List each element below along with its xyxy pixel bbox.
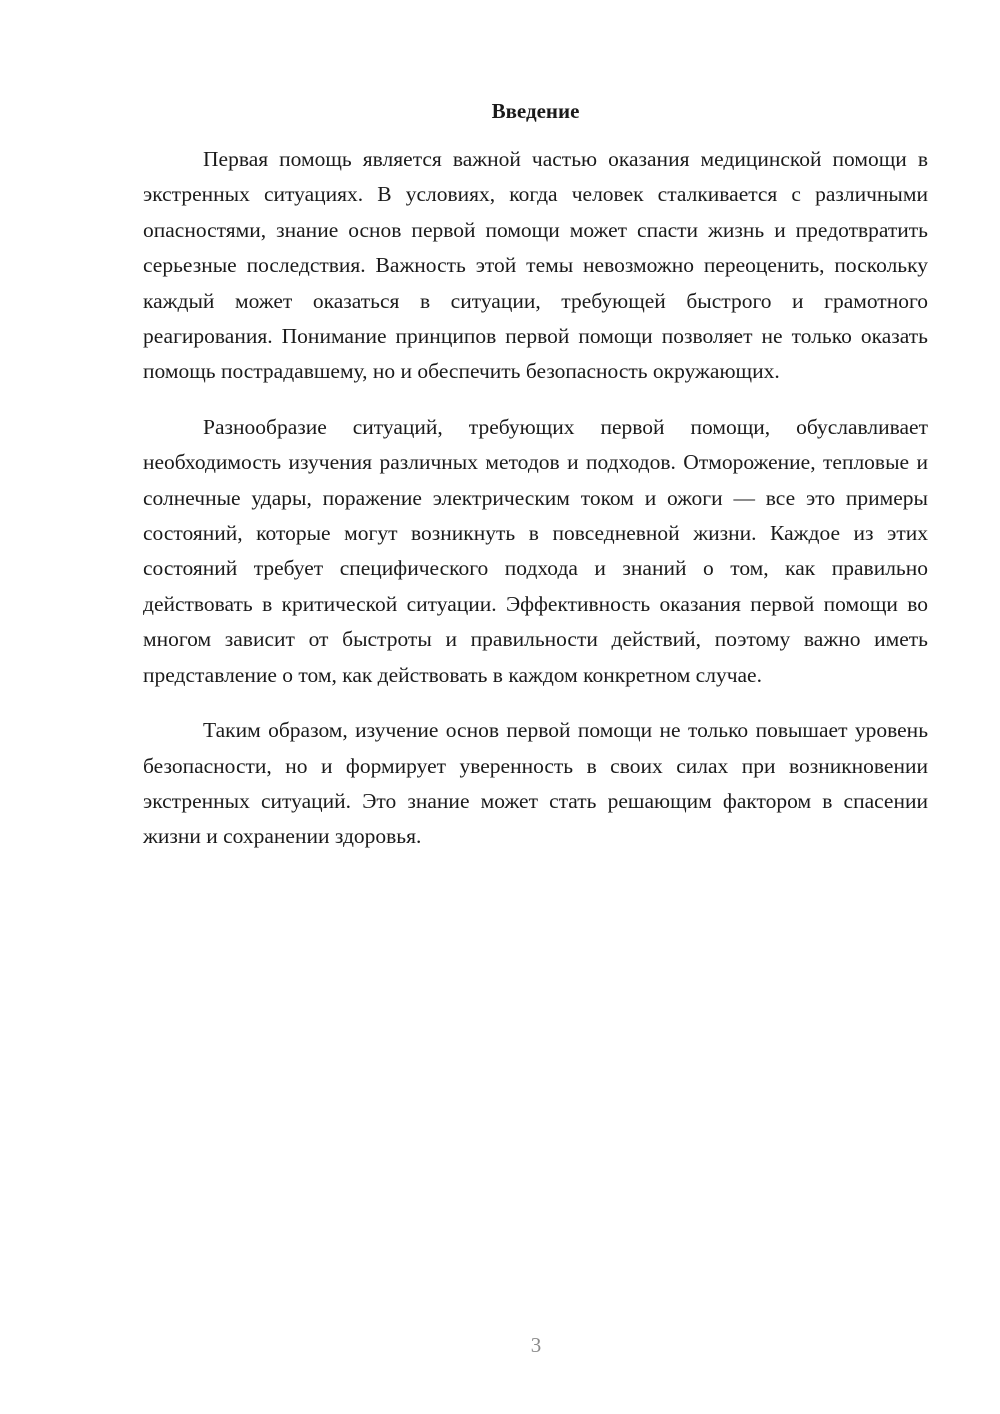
- paragraph-2: Разнообразие ситуаций, требующих первой помощи, обуславливает необходимость изучения различных методов и подходов. Отморожение, тепловые и солнечные удары, поражение электрическим током и ожоги — все это примеры состояний, которые могут возникнуть в повседневной жизни. Каждое из этих состояний требует специфического подхода и знаний о том, как правильно действовать в критической ситуации. Эффективность оказания первой помощи во многом зависит от быстроты и правильности действий, поэтому важно иметь представление о том, как действовать в каждом конкретном случае.: [143, 414, 928, 687]
- paragraph-3: Таким образом, изучение основ первой помощи не только повышает уровень безопасности, но и формирует уверенность в своих силах при возникновении экстренных ситуаций. Это знание может стать решающим фактором в спасении жизни и сохранении здоровья.: [143, 718, 928, 849]
- paragraph-1: Первая помощь является важной частью оказания медицинской помощи в экстренных ситуациях. В условиях, когда человек сталкивается с различными опасностями, знание основ первой помощи может спасти жизнь и предотвратить серьезные последствия. Важность этой темы невозможно переоценить, поскольку каждый может оказаться в ситуации, требующей быстрого и грамотного реагирования. Понимание принципов первой помощи позволяет не только оказать помощь пострадавшему, но и обеспечить безопасность окружающих.: [143, 147, 928, 384]
- body-text: [143, 142, 928, 875]
- section-heading: Введение: [491, 99, 580, 123]
- page-number: 3: [530, 1333, 542, 1357]
